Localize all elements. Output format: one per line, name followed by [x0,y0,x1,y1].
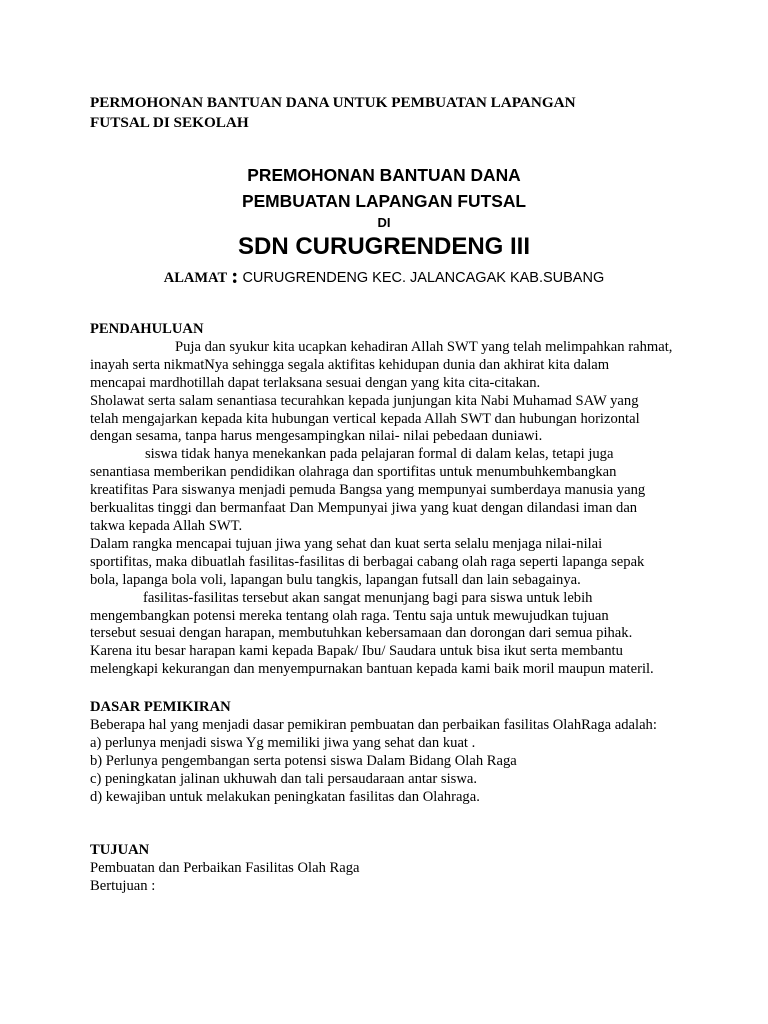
address-colon: : [231,263,239,288]
paragraph-line: melengkapi kekurangan dan menyempurnakan bantuan kepada kami baik moril maupun materil. [90,661,654,678]
paragraph-line: dengan sesama, tanpa harus mengesampingkan nilai- nilai pebedaan duniawi. [90,428,543,445]
list-item: a) perlunya menjadi siswa Yg memiliki jiwa yang sehat dan kuat . [90,734,476,751]
document-title-line-1: PERMOHONAN BANTUAN DANA UNTUK PEMBUATAN LAPANGAN [90,94,576,111]
paragraph-line: sportifitas, maka dibuatlah fasilitas-fasilitas di berbagai cabang olah raga seperti lapanga sepak [90,553,645,570]
address-line [0,263,768,288]
paragraph-line: Karena itu besar harapan kami kepada Bapak/ Ibu/ Saudara untuk bisa ikut serta membantu [90,643,623,660]
paragraph-line: takwa kepada Allah SWT. [90,517,243,534]
letter-heading-line-2: PEMBUATAN LAPANGAN FUTSAL [241,191,527,211]
paragraph-line: Bertujuan : [90,877,156,894]
paragraph-line: berkualitas tinggi dan bermanfaat Dan Mempunyai jiwa yang kuat dengan dilandasi iman dan [90,500,638,517]
section-dasar-pemikiran [90,699,700,806]
paragraph-line: fasilitas-fasilitas tersebut akan sangat menunjang bagi para siswa untuk lebih [143,589,593,606]
document-title-line-2: FUTSAL DI SEKOLAH [90,114,249,131]
paragraph-line: mengembangkan potensi mereka tentang olah raga. Tentu saja untuk mewujudkan tujuan [90,607,609,624]
section-pendahuluan [90,321,700,679]
address-value: CURUGRENDENG KEC. JALANCAGAK KAB.SUBANG [242,270,605,286]
paragraph-line: tersebut sesuai dengan harapan, membutuhkan kebersamaan dan dorongan dari semua pihak. [90,625,633,642]
list-item: c) peningkatan jalinan ukhuwah dan tali persaudaraan antar siswa. [90,770,477,787]
paragraph-line: kreatifitas Para siswanya menjadi pemuda Bangsa yang mempunyai sumberdaya manusia yang [90,482,646,499]
paragraph-line: inayah serta nikmatNya sehingga segala aktifitas kehidupan dunia dan akhirat kita dalam [90,356,610,373]
section-heading-pendahuluan: PENDAHULUAN [90,321,204,337]
paragraph-line: Puja dan syukur kita ucapkan kehadiran Allah SWT yang telah melimpahkan rahmat, [175,338,673,355]
list-item: b) Perlunya pengembangan serta potensi siswa Dalam Bidang Olah Raga [90,752,517,769]
paragraph-line: telah mengajarkan kepada kita hubungan vertical kepada Allah SWT dan hubungan horizontal [90,410,640,427]
section-heading-tujuan: TUJUAN [90,842,150,858]
paragraph-line: mencapai mardhotillah dapat terlaksana sesuai dengan yang kita cita-citakan. [90,374,541,391]
letter-heading-line-3: DI [377,215,391,230]
school-name: SDN CURUGRENDENG III [237,233,531,260]
address-label: ALAMAT [163,270,228,286]
document-title [90,93,690,133]
paragraph-line: senantiasa memberikan pendidikan olahraga dan sportifitas untuk menumbuhkembangkan [90,464,617,481]
paragraph-line: Beberapa hal yang menjadi dasar pemikiran pembuatan dan perbaikan fasilitas OlahRaga adalah: [90,716,657,733]
paragraph-line: Dalam rangka mencapai tujuan jiwa yang sehat dan kuat serta selalu menjaga nilai-nilai [90,535,603,552]
list-item: d) kewajiban untuk melakukan peningkatan fasilitas dan Olahraga. [90,788,480,805]
paragraph-line: Pembuatan dan Perbaikan Fasilitas Olah Raga [90,859,360,876]
paragraph-line: Sholawat serta salam senantiasa tecurahkan kepada junjungan kita Nabi Muhamad SAW yang [90,392,639,409]
letter-heading-line-1: PREMOHONAN BANTUAN DANA [247,165,521,185]
paragraph-line: bola, lapanga bola voli, lapangan bulu tangkis, lapangan futsall dan lain sebagainya. [90,571,581,588]
paragraph-line: siswa tidak hanya menekankan pada pelajaran formal di dalam kelas, tetapi juga [145,446,614,463]
section-tujuan [90,842,700,896]
section-heading-dasar-pemikiran: DASAR PEMIKIRAN [90,699,231,715]
